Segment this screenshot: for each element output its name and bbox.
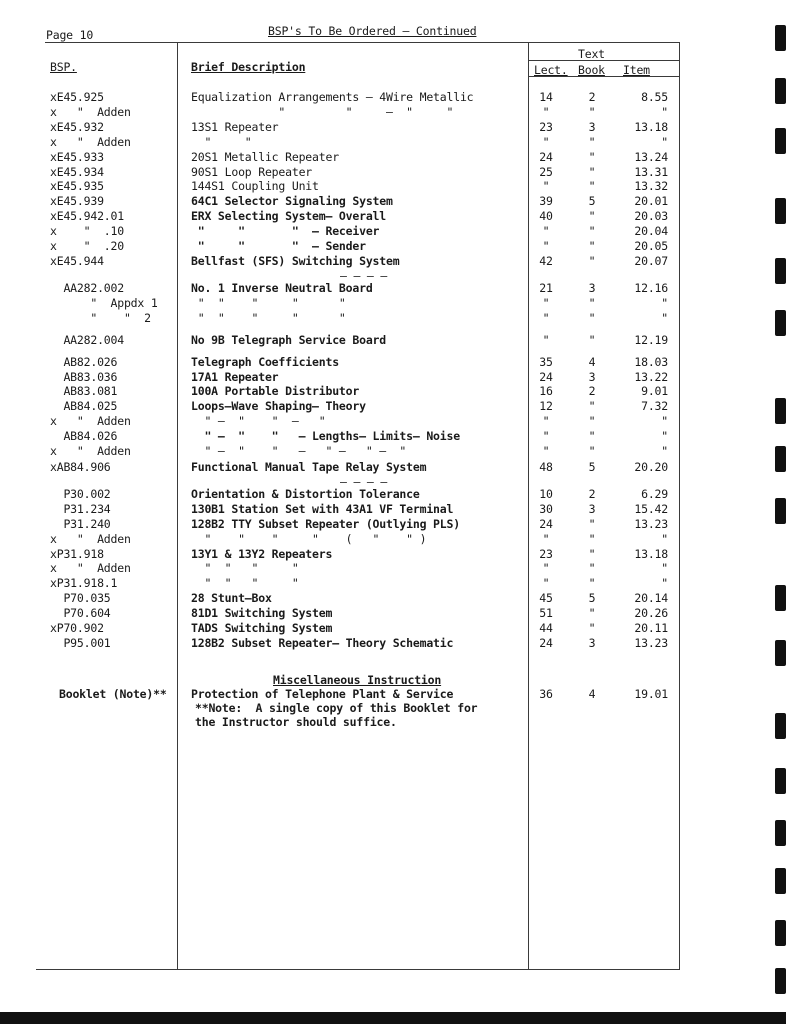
misc-item: 19.01 bbox=[634, 687, 668, 701]
row-lect: " bbox=[542, 179, 550, 194]
row-bsp: xE45.932 bbox=[50, 119, 104, 134]
row-bsp: " " 2 bbox=[50, 310, 151, 325]
column-header-text-group: Text bbox=[578, 47, 605, 61]
row-book: 3 bbox=[588, 369, 596, 384]
misc-note-line-2: the Instructor should suffice. bbox=[195, 715, 397, 729]
row-item: " bbox=[661, 444, 668, 458]
misc-lect: 36 bbox=[539, 687, 553, 701]
row-lect: 21 bbox=[539, 280, 553, 295]
row-item: " bbox=[661, 295, 668, 310]
row-bsp: x " .20 bbox=[50, 239, 124, 253]
row-lect: " bbox=[542, 239, 550, 253]
row-description: TADS Switching System bbox=[191, 621, 333, 635]
row-book: " bbox=[588, 209, 596, 224]
row-book: " bbox=[588, 531, 596, 546]
row-item: 9.01 bbox=[641, 384, 668, 399]
row-item: " bbox=[661, 104, 668, 119]
misc-book: 4 bbox=[588, 687, 596, 701]
row-book: " bbox=[588, 516, 596, 531]
row-bsp: AA282.002 bbox=[50, 280, 124, 295]
row-bsp: AB82.026 bbox=[50, 354, 118, 369]
row-description: No. 1 Inverse Neutral Board bbox=[191, 280, 373, 295]
row-bsp: AB84.025 bbox=[50, 399, 118, 414]
row-bsp: AB83.081 bbox=[50, 384, 118, 399]
row-lect: " bbox=[542, 576, 550, 591]
row-item: 20.01 bbox=[634, 194, 668, 209]
binder-tab bbox=[775, 640, 786, 666]
row-book: " bbox=[588, 239, 596, 253]
top-rule bbox=[45, 42, 680, 43]
row-lect: 48 bbox=[539, 460, 553, 474]
row-item: " bbox=[661, 531, 668, 546]
binder-tab bbox=[775, 78, 786, 104]
row-item: 20.04 bbox=[634, 224, 668, 239]
row-lect: 25 bbox=[539, 164, 553, 179]
row-book: " bbox=[588, 179, 596, 194]
row-lect: " bbox=[542, 332, 550, 347]
row-book: " bbox=[588, 621, 596, 635]
row-description: " " – " " bbox=[191, 104, 454, 119]
row-bsp: xP70.902 bbox=[50, 621, 104, 635]
misc-description: Protection of Telephone Plant & Service bbox=[191, 687, 454, 701]
row-lect: 35 bbox=[539, 354, 553, 369]
row-bsp: AB83.036 bbox=[50, 369, 118, 384]
page-title: BSP's To Be Ordered – Continued bbox=[268, 24, 477, 38]
row-book: " bbox=[588, 576, 596, 591]
row-item: 13.23 bbox=[634, 516, 668, 531]
binder-tab bbox=[775, 585, 786, 611]
row-lect: " bbox=[542, 531, 550, 546]
binder-tab bbox=[775, 258, 786, 284]
row-bsp: xE45.942.01 bbox=[50, 209, 124, 224]
row-lect: " bbox=[542, 429, 550, 444]
row-book: " bbox=[588, 399, 596, 414]
row-bsp: P95.001 bbox=[50, 635, 111, 650]
row-bsp: xP31.918 bbox=[50, 546, 104, 561]
row-book: 4 bbox=[588, 354, 596, 369]
row-bsp: x " Adden bbox=[50, 561, 131, 576]
row-bsp: xE45.933 bbox=[50, 149, 104, 164]
row-item: 20.26 bbox=[634, 606, 668, 621]
row-item: 13.23 bbox=[634, 635, 668, 650]
row-lect: 51 bbox=[539, 606, 553, 621]
binder-tab bbox=[775, 128, 786, 154]
row-lect: 24 bbox=[539, 635, 553, 650]
misc-note-line-1: **Note: A single copy of this Booklet for bbox=[195, 701, 478, 715]
row-lect: " bbox=[542, 224, 550, 239]
binder-tab bbox=[775, 820, 786, 846]
column-header-description: Brief Description bbox=[191, 60, 306, 74]
row-description: " " bbox=[191, 134, 252, 149]
row-book: " bbox=[588, 444, 596, 458]
row-bsp: AA282.004 bbox=[50, 332, 124, 347]
row-bsp: xE45.944 bbox=[50, 253, 104, 268]
row-book: " bbox=[588, 561, 596, 576]
row-bsp: xE45.934 bbox=[50, 164, 104, 179]
row-description: Telegraph Coefficients bbox=[191, 354, 339, 369]
row-item: 13.32 bbox=[634, 179, 668, 194]
row-description: No 9B Telegraph Service Board bbox=[191, 332, 386, 347]
row-book: 5 bbox=[588, 460, 596, 474]
row-lect: 23 bbox=[539, 546, 553, 561]
row-book: " bbox=[588, 253, 596, 268]
row-description: " " " " " bbox=[191, 310, 346, 325]
row-book: " bbox=[588, 224, 596, 239]
row-item: 15.42 bbox=[634, 501, 668, 516]
row-item: 12.16 bbox=[634, 280, 668, 295]
row-description: 90S1 Loop Repeater bbox=[191, 164, 313, 179]
row-book: " bbox=[588, 414, 596, 429]
row-bsp: x " Adden bbox=[50, 414, 131, 429]
row-bsp: xE45.939 bbox=[50, 194, 104, 209]
row-item: 20.07 bbox=[634, 253, 668, 268]
row-lect: 45 bbox=[539, 591, 553, 606]
row-item: " bbox=[661, 310, 668, 325]
column-divider-desc bbox=[528, 42, 529, 970]
row-description: 20S1 Metallic Repeater bbox=[191, 149, 339, 164]
row-lect: 10 bbox=[539, 486, 553, 501]
row-description: " " " – Sender bbox=[191, 239, 366, 253]
row-description: Orientation & Distortion Tolerance bbox=[191, 486, 420, 501]
row-lect: 12 bbox=[539, 399, 553, 414]
row-item: 20.05 bbox=[634, 239, 668, 253]
column-header-book: Book bbox=[578, 63, 605, 77]
row-description: " – " " – Lengths– Limits– Noise bbox=[191, 429, 460, 444]
row-book: " bbox=[588, 546, 596, 561]
row-description: 17A1 Repeater bbox=[191, 369, 279, 384]
row-description: 28 Stunt–Box bbox=[191, 591, 272, 606]
row-lect: 30 bbox=[539, 501, 553, 516]
row-item: 18.03 bbox=[634, 354, 668, 369]
row-lect: " bbox=[542, 104, 550, 119]
row-item: 8.55 bbox=[641, 90, 668, 104]
page-number: Page 10 bbox=[46, 28, 94, 42]
row-item: 13.31 bbox=[634, 164, 668, 179]
row-description: 13Y1 & 13Y2 Repeaters bbox=[191, 546, 333, 561]
row-book: " bbox=[588, 164, 596, 179]
column-divider-right bbox=[679, 42, 680, 970]
row-description: 100A Portable Distributor bbox=[191, 384, 360, 399]
row-book: 5 bbox=[588, 194, 596, 209]
row-lect: " bbox=[542, 295, 550, 310]
row-item: 7.32 bbox=[641, 399, 668, 414]
row-lect: 23 bbox=[539, 119, 553, 134]
row-bsp: P31.234 bbox=[50, 501, 111, 516]
row-description: " " " " bbox=[191, 561, 299, 576]
row-lect: 42 bbox=[539, 253, 553, 268]
column-divider-bsp bbox=[177, 42, 178, 970]
row-item: 13.18 bbox=[634, 546, 668, 561]
row-description: 81D1 Switching System bbox=[191, 606, 333, 621]
row-book: " bbox=[588, 104, 596, 119]
row-item: 12.19 bbox=[634, 332, 668, 347]
row-bsp: P30.002 bbox=[50, 486, 111, 501]
binder-tab bbox=[775, 920, 786, 946]
row-bsp: x " Adden bbox=[50, 444, 131, 458]
row-lect: 39 bbox=[539, 194, 553, 209]
row-book: 3 bbox=[588, 280, 596, 295]
row-book: 3 bbox=[588, 119, 596, 134]
row-lect: " bbox=[542, 134, 550, 149]
row-book: 2 bbox=[588, 90, 596, 104]
row-lect: 14 bbox=[539, 90, 553, 104]
column-header-bsp: BSP. bbox=[50, 60, 77, 74]
row-bsp: x " Adden bbox=[50, 134, 131, 149]
row-book: " bbox=[588, 429, 596, 444]
binder-tab bbox=[775, 713, 786, 739]
row-lect: 24 bbox=[539, 516, 553, 531]
row-bsp: P70.035 bbox=[50, 591, 111, 606]
row-book: " bbox=[588, 310, 596, 325]
column-header-lect: Lect. bbox=[534, 63, 568, 77]
binder-tab bbox=[775, 868, 786, 894]
row-description: – – – – bbox=[340, 268, 388, 283]
row-item: 20.03 bbox=[634, 209, 668, 224]
row-item: 20.20 bbox=[634, 460, 668, 474]
row-lect: " bbox=[542, 310, 550, 325]
row-book: 2 bbox=[588, 384, 596, 399]
row-book: 5 bbox=[588, 591, 596, 606]
row-item: " bbox=[661, 414, 668, 429]
row-item: 20.14 bbox=[634, 591, 668, 606]
row-description: 128B2 Subset Repeater– Theory Schematic bbox=[191, 635, 454, 650]
binder-tab bbox=[775, 768, 786, 794]
row-item: " bbox=[661, 134, 668, 149]
row-item: " bbox=[661, 429, 668, 444]
row-item: 13.18 bbox=[634, 119, 668, 134]
row-lect: " bbox=[542, 561, 550, 576]
scan-bottom-edge bbox=[0, 1012, 786, 1024]
row-lect: " bbox=[542, 414, 550, 429]
row-book: 2 bbox=[588, 486, 596, 501]
row-description: 13S1 Repeater bbox=[191, 119, 279, 134]
row-book: 3 bbox=[588, 635, 596, 650]
row-description: 144S1 Coupling Unit bbox=[191, 179, 319, 194]
row-description: 128B2 TTY Subset Repeater (Outlying PLS) bbox=[191, 516, 460, 531]
row-book: " bbox=[588, 295, 596, 310]
row-item: 6.29 bbox=[641, 486, 668, 501]
column-header-item: Item bbox=[623, 63, 650, 77]
row-book: 3 bbox=[588, 501, 596, 516]
row-lect: 40 bbox=[539, 209, 553, 224]
row-lect: 16 bbox=[539, 384, 553, 399]
row-description: ERX Selecting System– Overall bbox=[191, 209, 386, 224]
row-lect: " bbox=[542, 444, 550, 458]
row-bsp: x " Adden bbox=[50, 104, 131, 119]
row-bsp: xP31.918.1 bbox=[50, 576, 118, 591]
row-description: Loops–Wave Shaping– Theory bbox=[191, 399, 366, 414]
row-description: – – – – bbox=[340, 474, 388, 489]
row-bsp: " Appdx 1 bbox=[50, 295, 158, 310]
binder-tab bbox=[775, 310, 786, 336]
row-lect: 24 bbox=[539, 149, 553, 164]
row-description: " – " " – " – " – " bbox=[191, 444, 407, 458]
binder-tab bbox=[775, 25, 786, 51]
row-book: " bbox=[588, 332, 596, 347]
row-description: " " " " bbox=[191, 576, 299, 591]
row-bsp: x " Adden bbox=[50, 531, 131, 546]
row-description: Bellfast (SFS) Switching System bbox=[191, 253, 400, 268]
row-bsp: AB84.026 bbox=[50, 429, 118, 444]
row-bsp: P70.604 bbox=[50, 606, 111, 621]
row-description: " " " " ( " " ) bbox=[191, 531, 427, 546]
row-bsp: xAB84.906 bbox=[50, 460, 111, 474]
row-lect: 24 bbox=[539, 369, 553, 384]
row-book: " bbox=[588, 149, 596, 164]
misc-bsp: Booklet (Note)** bbox=[59, 687, 167, 701]
row-description: 130B1 Station Set with 43A1 VF Terminal bbox=[191, 501, 454, 516]
row-description: " – " " – " bbox=[191, 414, 326, 429]
row-description: 64C1 Selector Signaling System bbox=[191, 194, 393, 209]
row-item: 20.11 bbox=[634, 621, 668, 635]
row-bsp: P31.240 bbox=[50, 516, 111, 531]
row-bsp: xE45.925 bbox=[50, 90, 104, 104]
binder-tab bbox=[775, 198, 786, 224]
misc-heading: Miscellaneous Instruction bbox=[273, 673, 442, 687]
row-lect: 44 bbox=[539, 621, 553, 635]
binder-tab bbox=[775, 498, 786, 524]
binder-tab bbox=[775, 968, 786, 994]
row-description: Equalization Arrangements – 4Wire Metallic bbox=[191, 90, 474, 104]
row-book: " bbox=[588, 606, 596, 621]
row-book: " bbox=[588, 134, 596, 149]
binder-tab bbox=[775, 446, 786, 472]
row-description: Functional Manual Tape Relay System bbox=[191, 460, 427, 474]
row-bsp: x " .10 bbox=[50, 224, 124, 239]
row-item: " bbox=[661, 561, 668, 576]
row-item: 13.24 bbox=[634, 149, 668, 164]
binder-tab bbox=[775, 398, 786, 424]
row-item: " bbox=[661, 576, 668, 591]
row-description: " " " " " bbox=[191, 295, 346, 310]
row-item: 13.22 bbox=[634, 369, 668, 384]
bottom-rule bbox=[36, 969, 680, 970]
row-bsp: xE45.935 bbox=[50, 179, 104, 194]
row-description: " " " – Receiver bbox=[191, 224, 380, 239]
